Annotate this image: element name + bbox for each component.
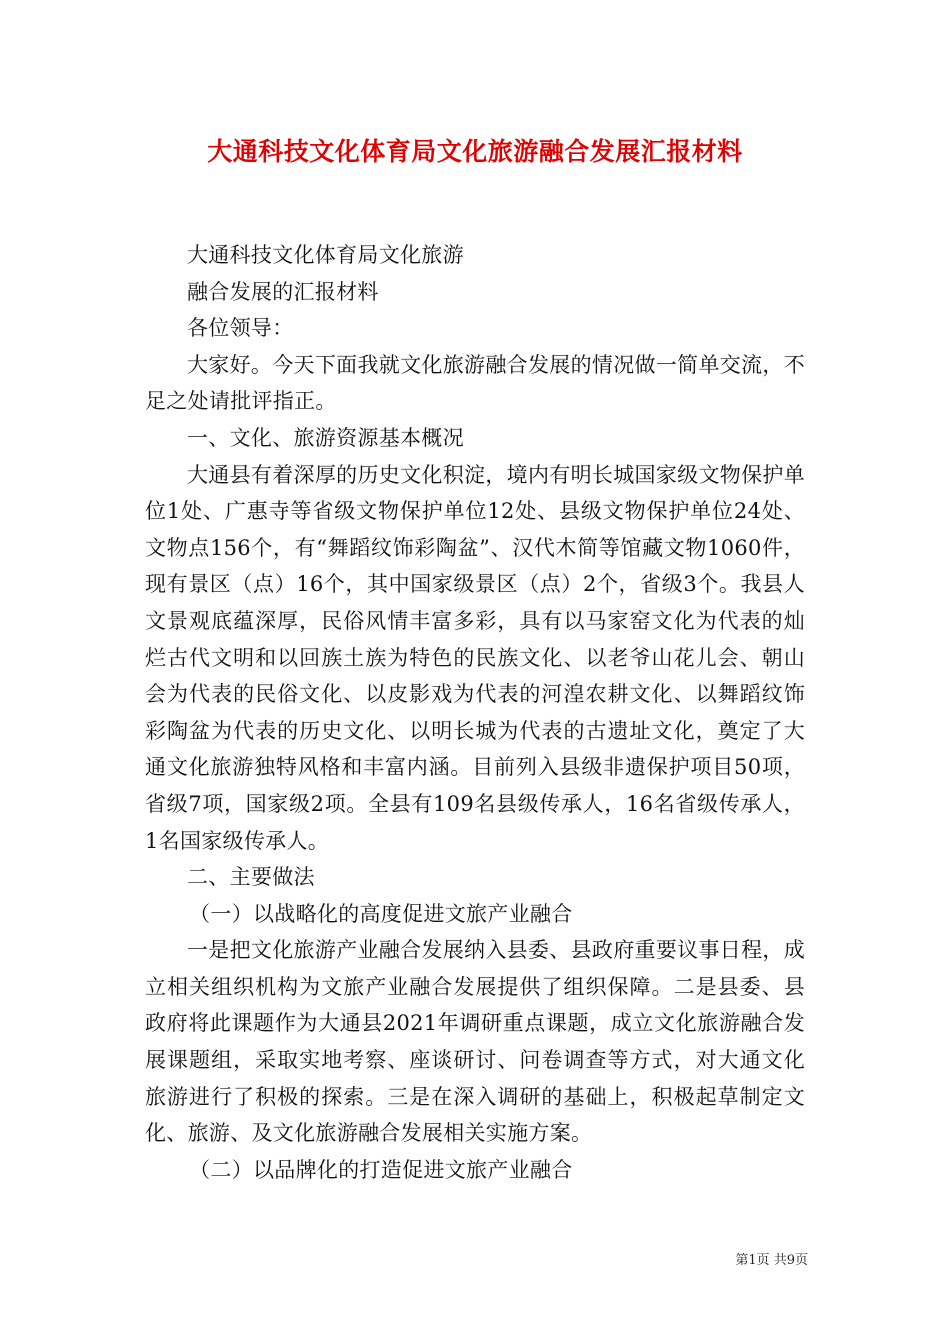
document-body — [145, 237, 805, 1188]
paragraph-salutation: 各位领导： — [187, 316, 294, 341]
subsection-heading-1: （一）以战略化的高度促进文旅产业融合 — [189, 901, 573, 926]
paragraph-heading-line-1: 大通科技文化体育局文化旅游 — [187, 243, 464, 267]
page-indicator: 第1页 共9页 — [735, 1253, 808, 1268]
paragraph-greeting: 大家好。今天下面我就文化旅游融合发展的情况做一简单交流，不足之处请批评指正。 — [145, 352, 805, 414]
paragraph-strategy: 一是把文化旅游产业融合发展纳入县委、县政府重要议事日程，成立相关组织机构为文旅产业融合发展提供了组织保障。二是县委、县政府将此课题作为大通县2021年调研重点课题，成立文化旅游融合发展课题组，采取实地考察、座谈研讨、问卷调查等方式，对大通文化旅游进行了积极的探索。三是在深入调研的基础上，积极起草制定文化、旅游、及文化旅游融合发展相关实施方案。 — [145, 938, 805, 1146]
paragraph-heading-line-2: 融合发展的汇报材料 — [187, 279, 379, 304]
section-heading-1: 一、文化、旅游资源基本概况 — [187, 425, 464, 450]
paragraph-overview: 大通县有着深厚的历史文化积淀，境内有明长城国家级文物保护单位1处、广惠寺等省级文物保护单位12处、县级文物保护单位24处、文物点156个，有“舞蹈纹饰彩陶盆”、汉代木简等馆藏文物1060件，现有景区（点）16个，其中国家级景区（点）2个，省级3个。我县人文景观底蕴深厚，民俗风情丰富多彩，具有以马家窑文化为代表的灿烂古代文明和以回族土族为特色的民族文化、以老爷山花儿会、朝山会为代表的民俗文化、以皮影戏为代表的河湟农耕文化、以舞蹈纹饰彩陶盆为代表的历史文化、以明长城为代表的古遗址文化，奠定了大通文化旅游独特风格和丰富内涵。目前列入县级非遗保护项目50项，省级7项，国家级2项。全县有109名县级传承人，16名省级传承人，1名国家级传承人。 — [145, 462, 805, 853]
section-heading-2: 二、主要做法 — [187, 865, 315, 890]
subsection-heading-2: （二）以品牌化的打造促进文旅产业融合 — [189, 1157, 573, 1182]
document-title: 大通科技文化体育局文化旅游融合发展汇报材料 — [207, 137, 743, 166]
